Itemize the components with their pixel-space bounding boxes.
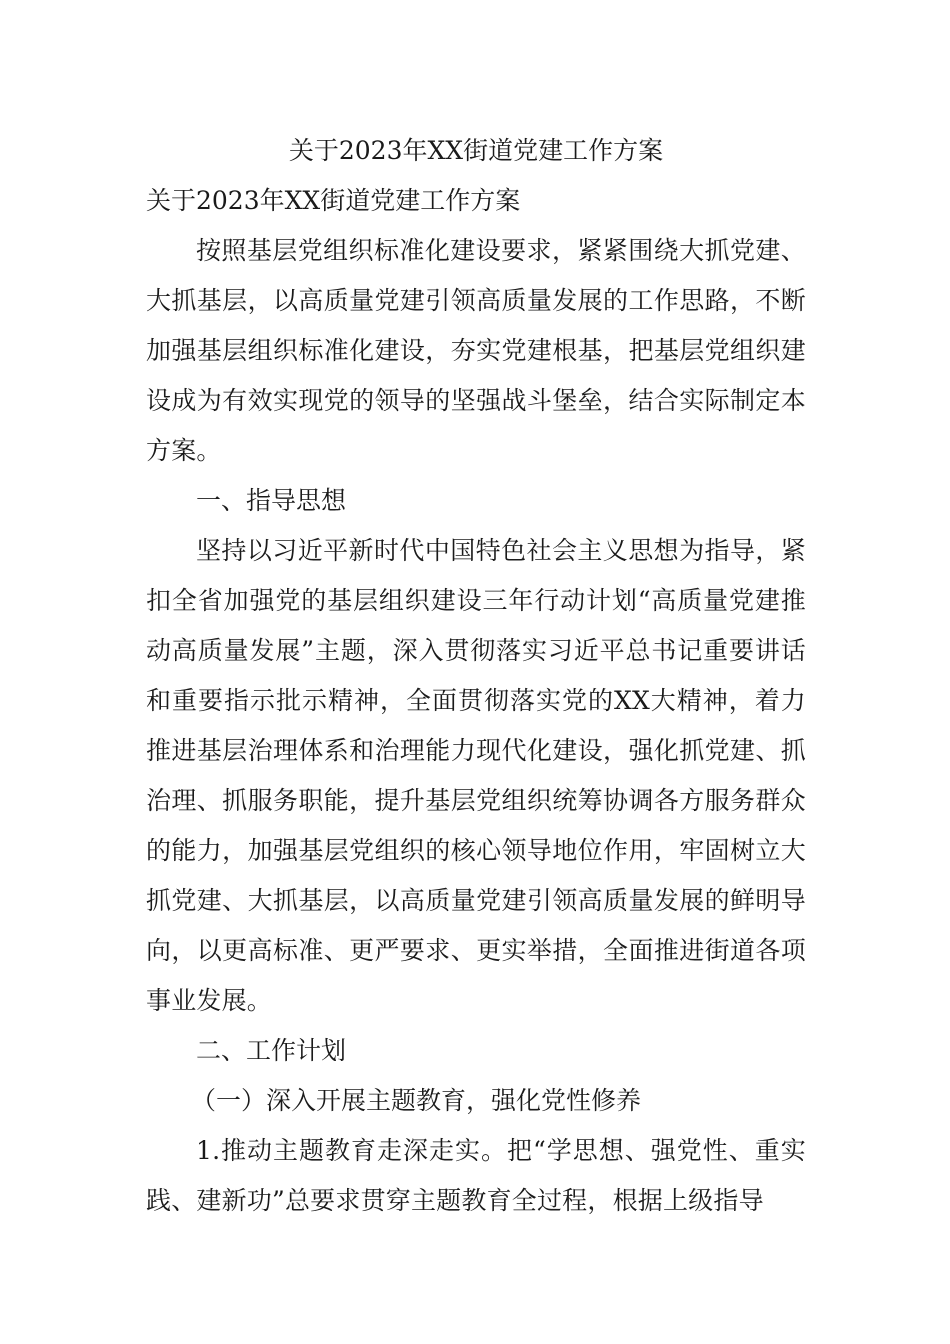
document-subtitle: 关于2023年XX街道党建工作方案 [146, 186, 521, 215]
intro-paragraph: 按照基层党组织标准化建设要求，紧紧围绕大抓党建、大抓基层，以高质量党建引领高质量发展的工作思路，不断加强基层组织标准化建设，夯实党建根基，把基层党组织建设成为有效实现党的领导的坚强战斗堡垒，结合实际制定本方案。 [146, 236, 806, 465]
section-1-heading: 一、指导思想 [196, 486, 347, 515]
document-title: 关于2023年XX街道党建工作方案 [288, 136, 664, 165]
section-1-paragraph: 坚持以习近平新时代中国特色社会主义思想为指导，紧扣全省加强党的基层组织建设三年行动计划“高质量党建推动高质量发展”主题，深入贯彻落实习近平总书记重要讲话和重要指示批示精神，全面贯彻落实党的XX大精神，着力推进基层治理体系和治理能力现代化建设，强化抓党建、抓治理、抓服务职能，提升基层党组织统筹协调各方服务群众的能力，加强基层党组织的核心领导地位作用，牢固树立大抓党建、大抓基层，以高质量党建引领高质量发展的鲜明导向，以更高标准、更严要求、更实举措，全面推进街道各项事业发展。 [146, 536, 806, 1015]
document-body [146, 128, 806, 1226]
section-2-heading: 二、工作计划 [196, 1036, 347, 1065]
item-1-paragraph: 1.推动主题教育走深走实。把“学思想、强党性、重实践、建新功”总要求贯穿主题教育全过程，根据上级指导 [146, 1136, 806, 1215]
subsection-1-heading: （一）深入开展主题教育，强化党性修养 [191, 1086, 642, 1115]
